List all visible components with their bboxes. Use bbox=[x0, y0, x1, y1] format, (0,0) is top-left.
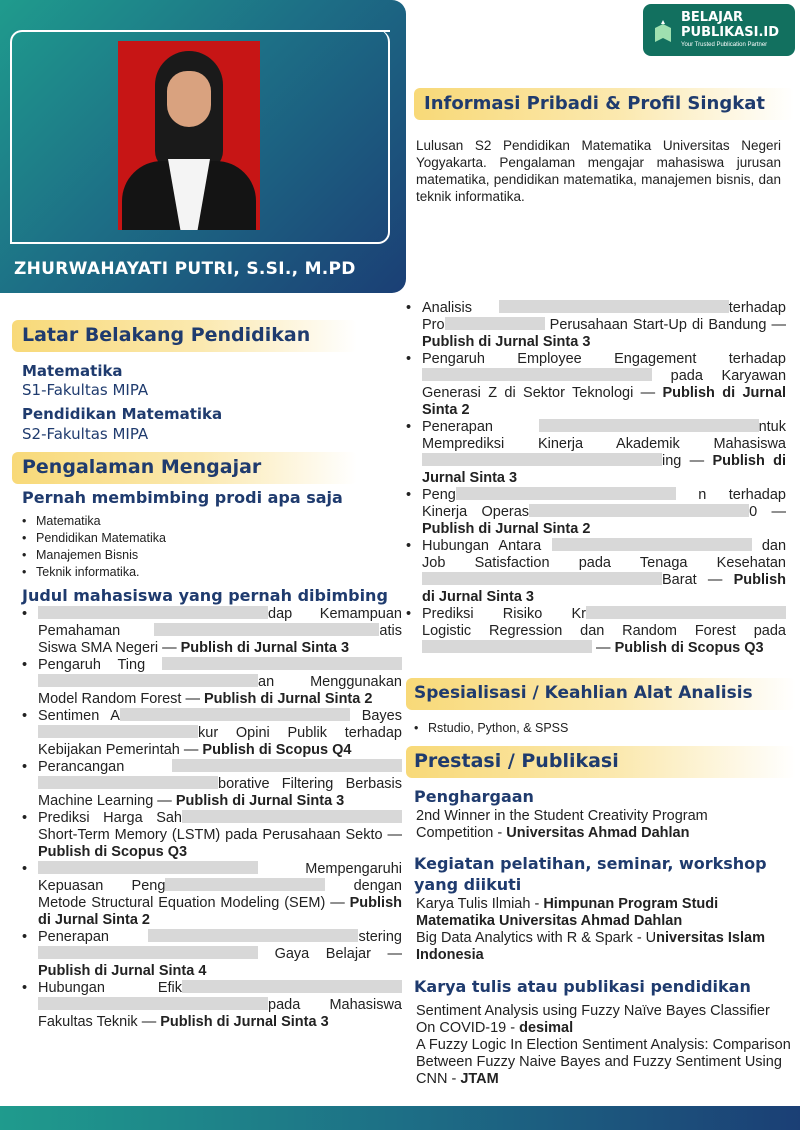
education-field-2: Pendidikan Matematika bbox=[22, 405, 223, 423]
personal-summary: Lulusan S2 Pendidikan Matematika Universitas Negeri Yogyakarta. Pengalaman mengajar mahasiswa jurusan matematika, pendidikan matematika, manajemen bisnis, dan teknik informatika. bbox=[416, 138, 781, 204]
theses-list-right bbox=[406, 300, 786, 657]
thesis-item: • Peng n terhadap Kinerja Operas 0 — Publish di Jurnal Sinta 2 bbox=[406, 487, 786, 538]
personal-title: Informasi Pribadi & Profil Singkat bbox=[424, 93, 765, 114]
pubs-heading: Karya tulis atau publikasi pendidikan bbox=[414, 977, 751, 996]
profile-name: ZHURWAHAYATI PUTRI, S.SI., M.PD bbox=[14, 259, 356, 279]
thesis-item: • Sentimen A Bayes kur Opini Publik terhadap Kebijakan Pemerintah — Publish di Scopus Q4 bbox=[22, 708, 402, 759]
achievements-title: Prestasi / Publikasi bbox=[414, 750, 619, 772]
brand-logo bbox=[643, 4, 795, 56]
logo-tagline: Your Trusted Publication Partner bbox=[681, 42, 768, 48]
thesis-item: • Hubungan Efik pada Mahasiswa Fakultas Teknik — Publish di Jurnal Sinta 3 bbox=[22, 980, 402, 1031]
thesis-item: • Mempengaruhi Kepuasan Peng dengan Metode Structural Equation Modeling (SEM) — Publish di Jurnal Sinta 2 bbox=[22, 861, 402, 929]
thesis-item: • dap Kemampuan Pemahaman atis Siswa SMA Negeri — Publish di Jurnal Sinta 3 bbox=[22, 606, 402, 657]
prodi-heading: Pernah membimbing prodi apa saja bbox=[22, 488, 343, 507]
thesis-item: • Analisis terhadap Pro Perusahaan Start-Up di Bandung — Publish di Jurnal Sinta 3 bbox=[406, 300, 786, 351]
teaching-title: Pengalaman Mengajar bbox=[22, 456, 262, 478]
profile-header bbox=[0, 0, 406, 293]
education-detail-1: S1-Fakultas MIPA bbox=[22, 381, 149, 399]
skills-title: Spesialisasi / Keahlian Alat Analisis bbox=[414, 683, 753, 703]
prodi-list bbox=[22, 513, 362, 581]
publication-entry: A Fuzzy Logic In Election Sentiment Analysis: Comparison Between Fuzzy Naive Bayes and Fuzzy Sentiment Using CNN - JTAM bbox=[416, 1037, 791, 1087]
education-title: Latar Belakang Pendidikan bbox=[22, 324, 311, 346]
thesis-item: • Pengaruh Ting an Menggunakan Model Random Forest — Publish di Jurnal Sinta 2 bbox=[22, 657, 402, 708]
prodi-item: • Manajemen Bisnis bbox=[22, 547, 362, 564]
book-icon bbox=[651, 18, 675, 44]
logo-line1: BELAJAR bbox=[681, 10, 744, 25]
logo-line2: PUBLIKASI.ID bbox=[681, 25, 780, 40]
footer-bar bbox=[0, 1106, 800, 1130]
thesis-item: • Pengaruh Employee Engagement terhadap pada Karyawan Generasi Z di Sektor Teknologi — Publish di Jurnal Sinta 2 bbox=[406, 351, 786, 419]
thesis-item: • Prediksi Harga Sah Short-Term Memory (LSTM) pada Perusahaan Sekto — Publish di Scopus Q3 bbox=[22, 810, 402, 861]
skill-item: • Rstudio, Python, & SPSS bbox=[414, 720, 784, 737]
training-entry: Karya Tulis Ilmiah - Himpunan Program Studi Matematika Universitas Ahmad Dahlan bbox=[416, 896, 719, 929]
thesis-item: • Prediksi Risiko Kr Logistic Regression dan Random Forest pada — Publish di Scopus Q3 bbox=[406, 606, 786, 657]
theses-heading: Judul mahasiswa yang pernah dibimbing bbox=[22, 586, 388, 605]
thesis-item: • Penerapan stering Gaya Belajar — Publish di Jurnal Sinta 4 bbox=[22, 929, 402, 980]
prodi-item: • Teknik informatika. bbox=[22, 564, 362, 581]
education-field-1: Matematika bbox=[22, 362, 123, 380]
thesis-item: • Penerapan ntuk Memprediksi Kinerja Akademik Mahasiswa ing — Publish di Jurnal Sinta 3 bbox=[406, 419, 786, 487]
thesis-item: • Perancangan borative Filtering Berbasis Machine Learning — Publish di Jurnal Sinta 3 bbox=[22, 759, 402, 810]
prodi-item: • Pendidikan Matematika bbox=[22, 530, 362, 547]
training-entry: Big Data Analytics with R & Spark - Universitas Islam Indonesia bbox=[416, 930, 765, 963]
training-heading: Kegiatan pelatihan, seminar, workshop yang diikuti bbox=[414, 854, 767, 894]
award-entry: 2nd Winner in the Student Creativity Program Competition - Universitas Ahmad Dahlan bbox=[416, 808, 708, 841]
awards-heading: Penghargaan bbox=[414, 787, 534, 806]
profile-photo bbox=[118, 41, 260, 230]
thesis-item: • Hubungan Antara dan Job Satisfaction pada Tenaga Kesehatan Barat — Publish di Jurnal Sinta 3 bbox=[406, 538, 786, 606]
publication-entry: Sentiment Analysis using Fuzzy Naïve Bayes Classifier On COVID-19 - desimal bbox=[416, 1003, 770, 1036]
skills-list bbox=[414, 720, 784, 737]
education-detail-2: S2-Fakultas MIPA bbox=[22, 425, 149, 443]
prodi-item: • Matematika bbox=[22, 513, 362, 530]
theses-list-left bbox=[22, 606, 402, 1031]
